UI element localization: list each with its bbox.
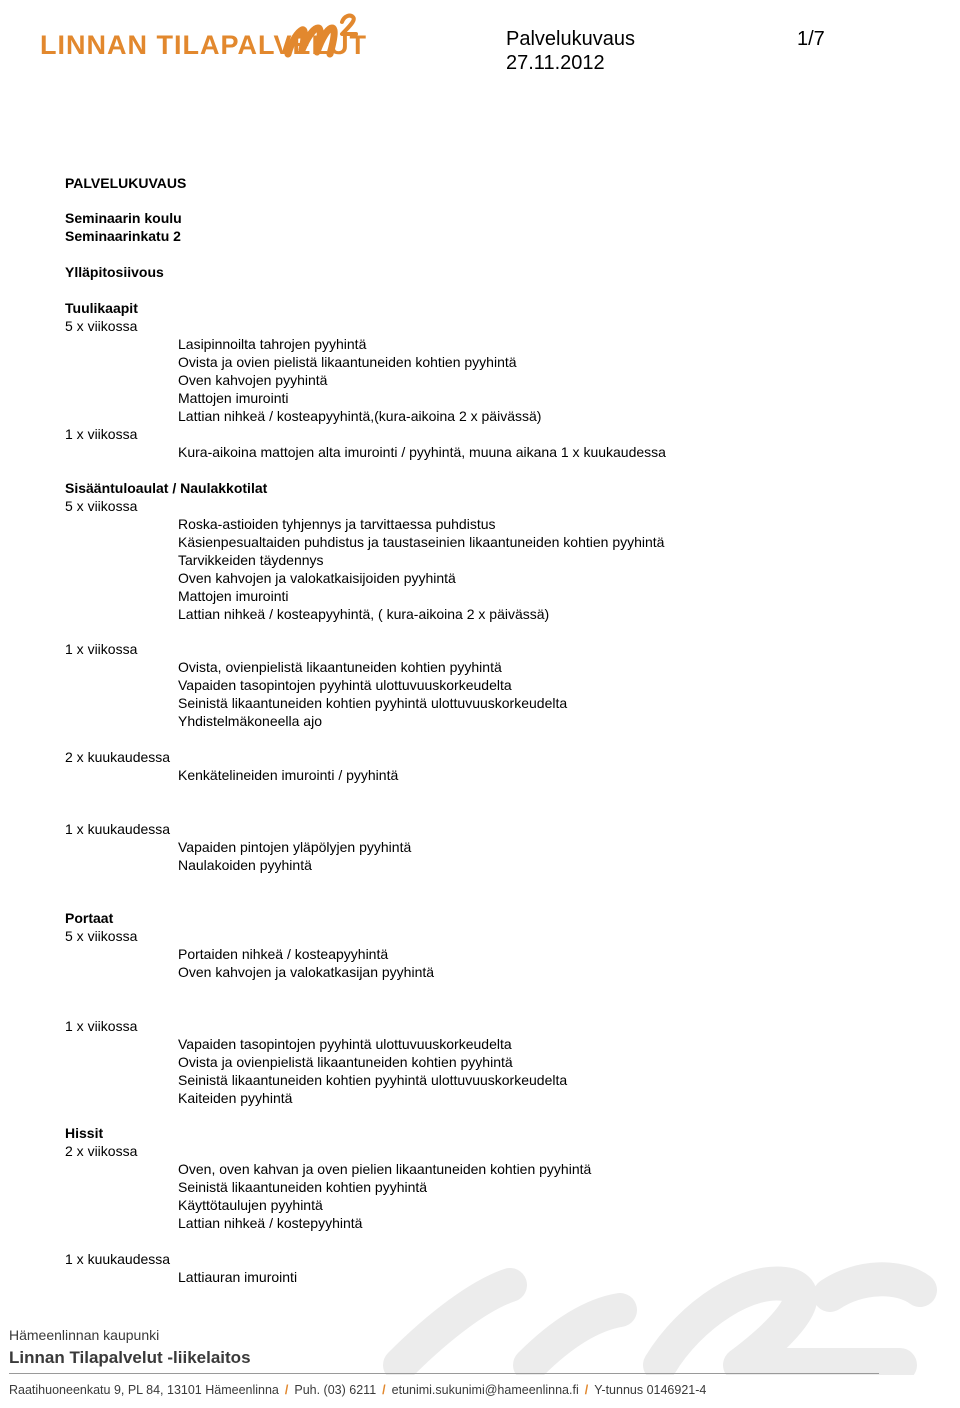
document-heading: PALVELUKUVAUS xyxy=(65,175,187,191)
task-item: Lattian nihkeä / kostepyyhintä xyxy=(178,1215,363,1231)
frequency-label: 2 x viikossa xyxy=(65,1143,138,1159)
frequency-label: 5 x viikossa xyxy=(65,318,138,334)
frequency-label: 1 x kuukaudessa xyxy=(65,1251,171,1267)
footer-email: etunimi.sukunimi@hameenlinna.fi xyxy=(391,1383,579,1397)
task-item: Oven kahvojen pyyhintä xyxy=(178,372,328,388)
section-title-hissit: Hissit xyxy=(65,1125,104,1141)
section-title-portaat: Portaat xyxy=(65,910,114,926)
task-item: Ovista ja ovien pielistä likaantuneiden kohtien pyyhintä xyxy=(178,354,517,370)
task-item: Seinistä likaantuneiden kohtien pyyhintä ulottuvuuskorkeudelta xyxy=(178,695,568,711)
task-item: Oven kahvojen ja valokatkasijan pyyhintä xyxy=(178,964,435,980)
frequency-label: 1 x viikossa xyxy=(65,426,138,442)
task-item: Vapaiden tasopintojen pyyhintä ulottuvuuskorkeudelta xyxy=(178,677,512,693)
footer-business-id: Y-tunnus 0146921-4 xyxy=(594,1383,707,1397)
task-item: Ovista, ovienpielistä likaantuneiden kohtien pyyhintä xyxy=(178,659,502,675)
section-title-sisaantuloaulat: Sisääntuloaulat / Naulakkotilat xyxy=(65,480,268,496)
site-name: Seminaarin koulu xyxy=(65,210,182,226)
footer-organization: Hämeenlinnan kaupunki xyxy=(9,1327,160,1343)
task-item: Mattojen imurointi xyxy=(178,588,289,604)
frequency-label: 5 x viikossa xyxy=(65,498,138,514)
brand-logo-text: LINNAN TILAPALVELUT xyxy=(40,30,367,60)
task-item: Mattojen imurointi xyxy=(178,390,289,406)
task-item: Tarvikkeiden täydennys xyxy=(178,552,324,568)
frequency-label: 1 x viikossa xyxy=(65,1018,138,1034)
frequency-label: 5 x viikossa xyxy=(65,928,138,944)
footer-address: Raatihuoneenkatu 9, PL 84, 13101 Hämeenlinna xyxy=(9,1383,279,1397)
footer-unit-name: Linnan Tilapalvelut -liikelaitos xyxy=(9,1348,251,1367)
task-item: Kenkätelineiden imurointi / pyyhintä xyxy=(178,767,399,783)
task-item: Seinistä likaantuneiden kohtien pyyhintä ulottuvuuskorkeudelta xyxy=(178,1072,568,1088)
task-item: Kaiteiden pyyhintä xyxy=(178,1090,293,1106)
section-title-tuulikaapit: Tuulikaapit xyxy=(65,300,138,316)
task-item: Portaiden nihkeä / kosteapyyhintä xyxy=(178,946,389,962)
task-item: Lattian nihkeä / kosteapyyhintä, ( kura-aikoina 2 x päivässä) xyxy=(178,606,550,622)
page-number: 1/7 xyxy=(797,28,825,50)
document-date: 27.11.2012 xyxy=(506,52,605,74)
task-item: Kura-aikoina mattojen alta imurointi / pyyhintä, muuna aikana 1 x kuukaudessa xyxy=(178,444,666,460)
task-item: Käsienpesualtaiden puhdistus ja taustaseinien likaantuneiden kohtien pyyhintä xyxy=(178,534,665,550)
task-item: Vapaiden tasopintojen pyyhintä ulottuvuuskorkeudelta xyxy=(178,1036,512,1052)
task-item: Vapaiden pintojen yläpölyjen pyyhintä xyxy=(178,839,412,855)
footer-separator: / xyxy=(284,1383,289,1397)
frequency-label: 1 x viikossa xyxy=(65,641,138,657)
brand-logo-mark xyxy=(284,10,364,60)
footer-separator: / xyxy=(382,1383,386,1397)
task-item: Lasipinnoilta tahrojen pyyhintä xyxy=(178,336,367,352)
footer-phone: Puh. (03) 6211 xyxy=(294,1383,377,1397)
task-item: Käyttötaulujen pyyhintä xyxy=(178,1197,323,1213)
footer-divider xyxy=(9,1373,879,1374)
task-item: Lattian nihkeä / kosteapyyhintä,(kura-aikoina 2 x päivässä) xyxy=(178,408,542,424)
footer-contact-line xyxy=(9,1383,706,1397)
task-item: Oven, oven kahvan ja oven pielien likaantuneiden kohtien pyyhintä xyxy=(178,1161,592,1177)
task-item: Yhdistelmäkoneella ajo xyxy=(178,713,322,729)
frequency-label: 2 x kuukaudessa xyxy=(65,749,171,765)
service-type: Ylläpitosiivous xyxy=(65,264,164,280)
watermark-graphic xyxy=(360,1255,960,1375)
task-item: Ovista ja ovienpielistä likaantuneiden kohtien pyyhintä xyxy=(178,1054,513,1070)
task-item: Seinistä likaantuneiden kohtien pyyhintä xyxy=(178,1179,428,1195)
document-title: Palvelukuvaus xyxy=(506,28,635,50)
frequency-label: 1 x kuukaudessa xyxy=(65,821,171,837)
site-address: Seminaarinkatu 2 xyxy=(65,228,181,244)
footer-separator: / xyxy=(584,1383,589,1397)
task-item: Roska-astioiden tyhjennys ja tarvittaessa puhdistus xyxy=(178,516,496,532)
task-item: Lattiauran imurointi xyxy=(178,1269,298,1285)
task-item: Oven kahvojen ja valokatkaisijoiden pyyhintä xyxy=(178,570,456,586)
task-item: Naulakoiden pyyhintä xyxy=(178,857,312,873)
